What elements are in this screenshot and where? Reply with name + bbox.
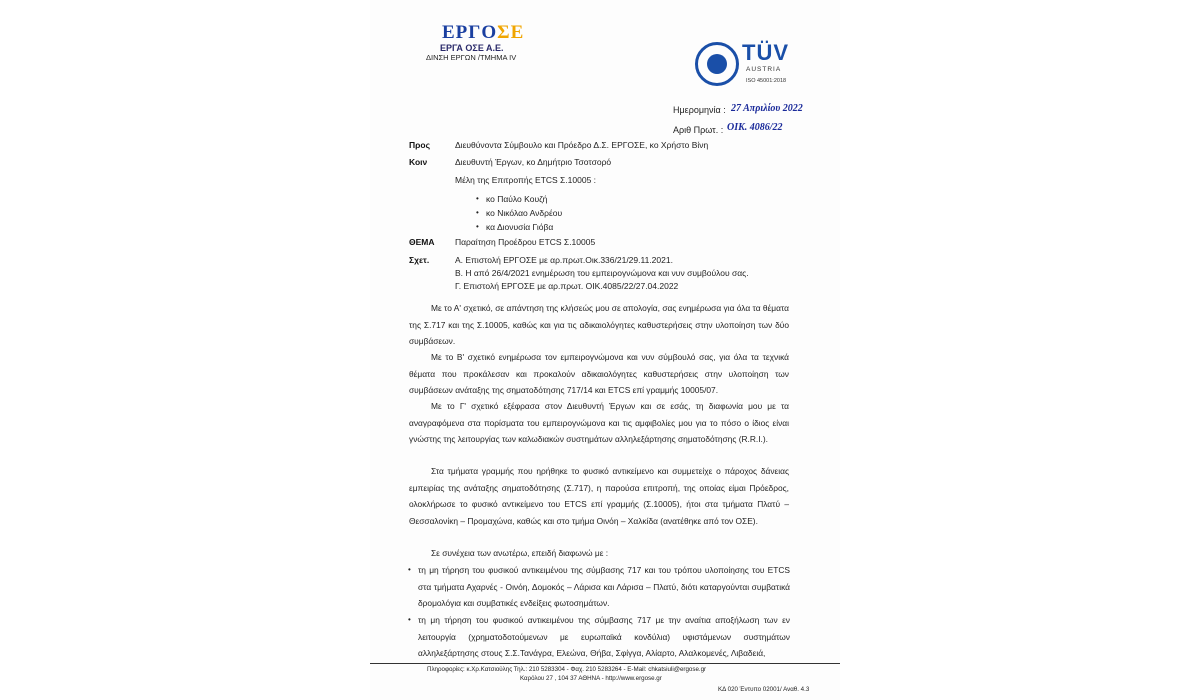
member-item: • κο Παύλο Κουζή: [476, 194, 548, 204]
certification-standard: ISO 45001:2018: [746, 78, 787, 84]
subject-text: Παραίτηση Προέδρου ETCS Σ.10005: [455, 237, 596, 247]
division-name: ΔΙΝΣΗ ΕΡΓΩΝ /ΤΜΗΜΑ IV: [426, 53, 517, 62]
protocol-label: Αριθ Πρωτ. :: [673, 125, 724, 135]
protocol-value: ΟΙΚ. 4086/22: [727, 122, 783, 133]
form-code: ΚΔ 020 Έντυπο 02001/ Αναθ. 4.3: [718, 686, 810, 693]
member-item: • κο Νικόλαο Ανδρέου: [476, 208, 563, 218]
company-name: ΕΡΓΑ ΟΣΕ Α.Ε.: [440, 43, 504, 53]
committee-title: Μέλη της Επιτροπής ETCS Σ.10005 :: [455, 175, 597, 185]
references-label: Σχετ.: [409, 255, 430, 265]
to-text: Διευθύνοντα Σύμβουλο και Πρόεδρο Δ.Σ. ΕΡΓΟΣΕ, κο Χρήστο Βίνη: [455, 140, 709, 150]
member-item: • κα Διονυσία Γιόβα: [476, 222, 554, 232]
body-paragraph: Στα τμήματα γραμμής που ηρήθηκε το φυσικό αντικείμενο και συμμετείχε ο πάροχος δάνειας εμπειρίας της ανάταξης σηματοδότησης (Σ.717), η παρούσα επιτροπή, της οποίας είμαι Πρόεδρος, ολοκλήρωσε το φυσικό αντικείμενο του ETCS επί γραμμής (Σ.10005), ήτοι στα τμήματα Πλατύ – Θεσσαλονίκη – Προμαχώνα, καθώς και στο τμήμα Οινόη – Χαλκίδα (ανατέθηκε από τον ΟΣΕ).: [409, 466, 789, 526]
date-label: Ημερομηνία :: [673, 105, 726, 115]
body-paragraph: Με το Γ' σχετικό εξέφρασα στον Διευθυντή Έργων και σε εσάς, τη διαφωνία μου με τα αναγραφόμενα στα πορίσματα του εμπειρογνώμονα και τις αμφιβολίες μου για το πόσο ο ίδιος είναι γνώστης της λειτουργίας των καλωδιακών συστημάτων αλληλεξάρτησης σηματοδότησης (R.R.I.).: [409, 401, 789, 444]
footer-divider: [370, 663, 840, 664]
bullet-item: • τη μη τήρηση του φυσικού αντικειμένου της σύμβασης 717 με την αναίτια αποξήλωση των εν λειτουργία (χρηματοδοτούμενων με ευρωπαϊκά κονδύλια) υφιστάμενων συστημάτων αλληλεξάρτησης στους Σ.Σ.Τανάγρα, Ελεώνα, Θήβα, Σφίγγα, Αλίαρτο, Αλαλκομενές, Λιβαδειά,: [408, 615, 790, 658]
footer-address: Καρόλου 27 , 104 37 ΑΘΗΝΑ - http://www.ergose.gr: [520, 675, 662, 682]
letter-page: [370, 0, 840, 700]
footer-contact: Πληροφορίες: κ.Χρ.Κατσιούλης Τηλ.: 210 5283304 - Φαχ. 210 5283264 - E-Mail: chkatsiuli@ergose.gr: [427, 666, 707, 673]
to-label: Προς: [409, 140, 431, 150]
certification-mark: TÜV: [742, 40, 789, 65]
cc-label: Κοιν: [409, 157, 428, 167]
date-value: 27 Απριλίου 2022: [731, 103, 803, 114]
body-paragraph: Με το Α' σχετικό, σε απάντηση της κλήσεώς μου σε απολογία, σας ενημέρωσα για όλα τα θέματα της Σ.717 και της Σ.10005, καθώς και για τις αδικαιολόγητες καθυστερήσεις στην υλοποίηση των δύο συμβάσεων.: [409, 303, 789, 346]
reference-item: Β. Η από 26/4/2021 ενημέρωση του εμπειρογνώμονα και νυν συμβούλου σας.: [455, 268, 749, 278]
body-paragraph: Με το Β' σχετικό ενημέρωσα τον εμπειρογνώμονα και νυν σύμβουλό σας, για όλα τα τεχνικά θέματα που προκάλεσαν και προκαλούν αδικαιολόγητες καθυστερήσεις στην υλοποίηση των συμβάσεων ανάταξης της σηματοδότησης 717/14 και ETCS επί γραμμής 10005/07.: [409, 352, 789, 395]
reference-item: Α. Επιστολή ΕΡΓΟΣΕ με αρ.πρωτ.Οικ.336/21/29.11.2021.: [455, 255, 673, 265]
subject-label: ΘΕΜΑ: [409, 237, 435, 247]
bullet-item: • τη μη τήρηση του φυσικού αντικειμένου της σύμβασης 717 και του τρόπου υλοποίησης του ETCS στα τμήματα Αχαρνές - Οινόη, Δομοκός – Λάρισα και Λάρισα – Πλατύ, διότι καταργούνται συμβατικά δρομολόγια και συμβατικές ενδείξεις φωτοσημάτων.: [408, 565, 790, 608]
body-paragraph: Σε συνέχεια των ανωτέρω, επειδή διαφωνώ με :: [431, 548, 609, 558]
reference-item: Γ. Επιστολή ΕΡΓΟΣΕ με αρ.πρωτ. ΟΙΚ.4085/22/27.04.2022: [455, 281, 679, 291]
cc-text: Διευθυντή Έργων, κο Δημήτριο Τσοτσορό: [455, 157, 612, 167]
certification-seal-icon: [695, 42, 739, 86]
certification-country: AUSTRIA: [746, 66, 782, 73]
company-logo: ΕΡΓΟΣΕ: [442, 22, 525, 43]
